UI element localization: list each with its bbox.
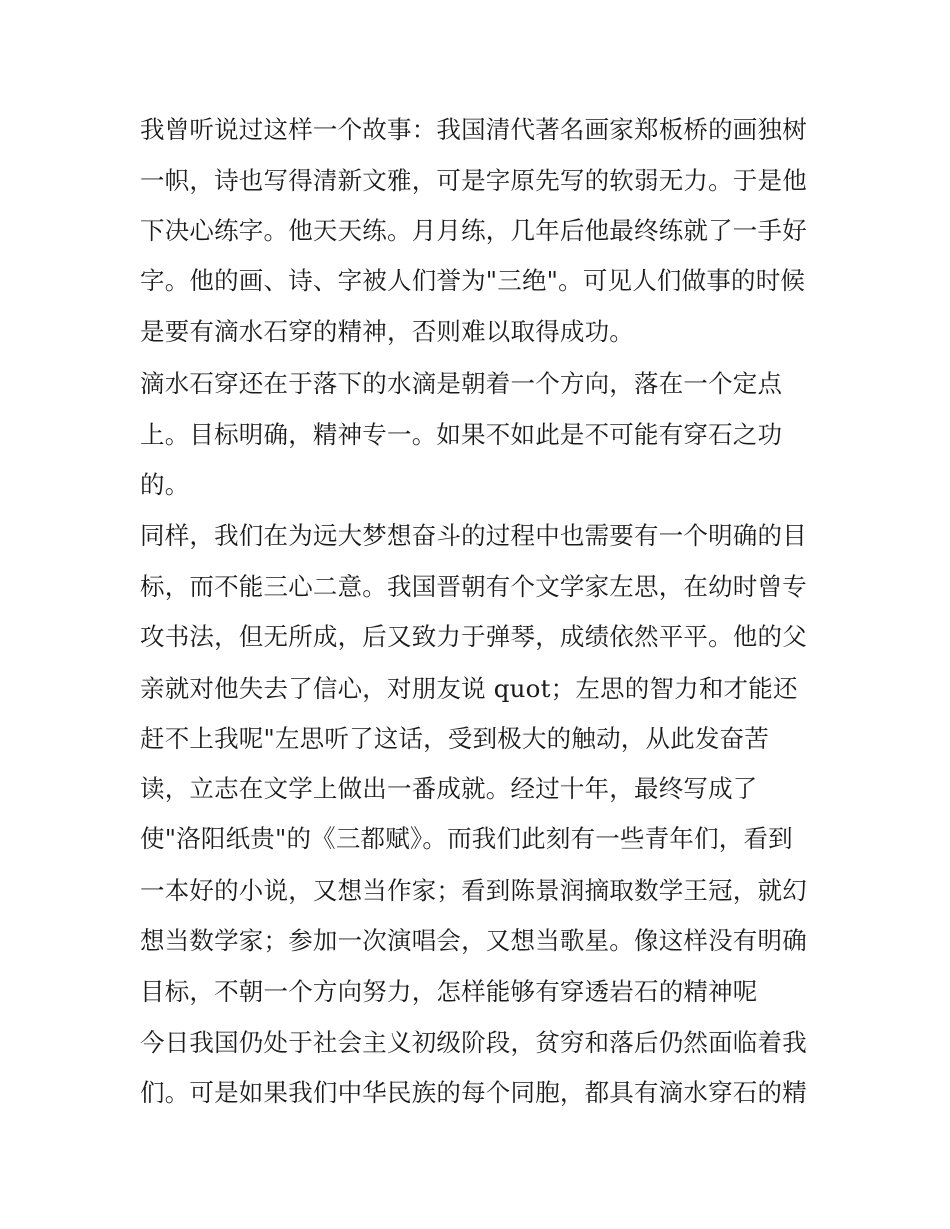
text-line: 一本好的小说，又想当作家；看到陈景润摘取数学王冠，就幻	[140, 876, 807, 905]
text-line: 下决心练字。他天天练。月月练，几年后他最终练就了一手好	[140, 216, 807, 245]
text-line: 滴水石穿还在于落下的水滴是朝着一个方向，落在一个定点	[140, 369, 783, 398]
text-line: 是要有滴水石穿的精神，否则难以取得成功。	[140, 317, 634, 346]
text-line: 们。可是如果我们中华民族的每个同胞，都具有滴水穿石的精	[140, 1078, 807, 1107]
text-line: 上。目标明确，精神专一。如果不如此是不可能有穿石之功	[140, 420, 783, 449]
text-line: 亲就对他失去了信心，对朋友说 quot；左思的智力和才能还	[140, 674, 798, 703]
text-line: 同样，我们在为远大梦想奋斗的过程中也需要有一个明确的目	[140, 521, 807, 550]
text-line: 攻书法，但无所成，后又致力于弹琴，成绩依然平平。他的父	[140, 622, 807, 651]
text-line: 的。	[140, 470, 190, 499]
text-line: 读，立志在文学上做出一番成就。经过十年，最终写成了	[140, 774, 758, 803]
text-line: 目标，不朝一个方向努力，怎样能够有穿透岩石的精神呢	[140, 977, 758, 1006]
text-line: 字。他的画、诗、字被人们誉为"三绝"。可见人们做事的时候	[140, 266, 806, 295]
text-line: 使"洛阳纸贵"的《三都赋》。而我们此刻有一些青年们，看到	[140, 824, 793, 853]
text-line: 想当数学家；参加一次演唱会，又想当歌星。像这样没有明确	[140, 926, 807, 955]
text-line: 今日我国仍处于社会主义初级阶段，贫穷和落后仍然面临着我	[140, 1028, 807, 1057]
text-line: 我曾听说过这样一个故事：我国清代著名画家郑板桥的画独树	[140, 115, 807, 144]
text-line: 一帜，诗也写得清新文雅，可是字原先写的软弱无力。于是他	[140, 166, 807, 195]
text-line: 赶不上我呢"左思听了这话，受到极大的触动，从此发奋苦	[140, 724, 769, 753]
text-line: 标，而不能三心二意。我国晋朝有个文学家左思，在幼时曾专	[140, 572, 807, 601]
